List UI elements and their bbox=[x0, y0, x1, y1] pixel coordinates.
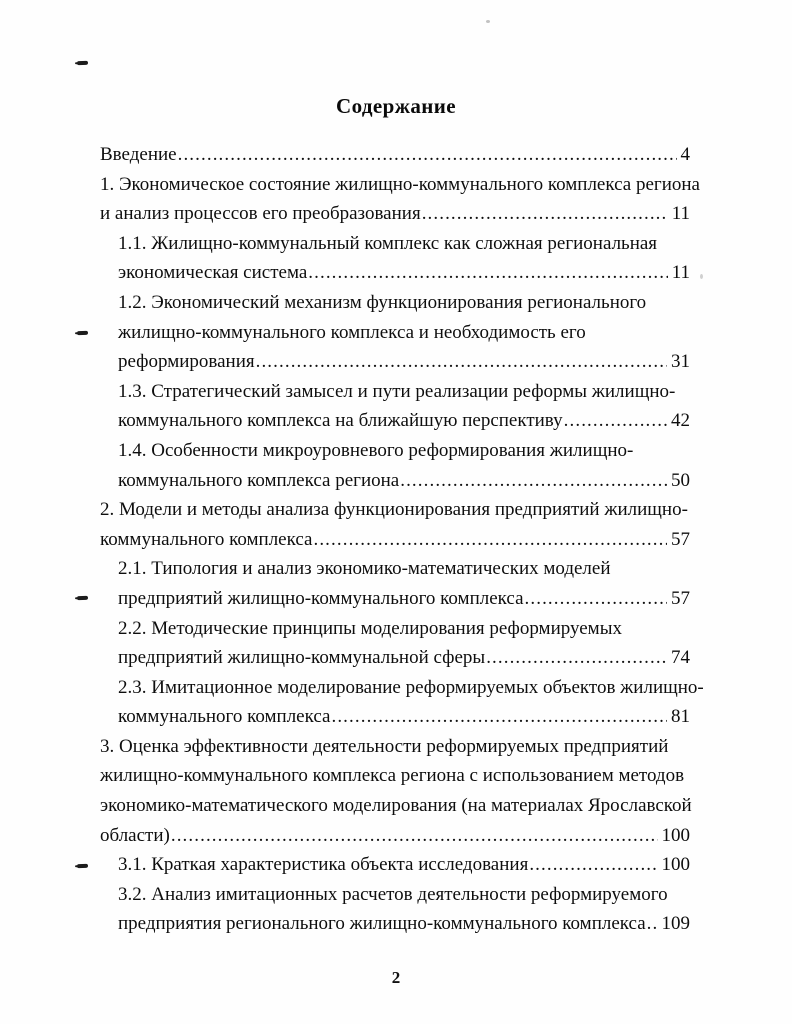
toc-page-number: 11 bbox=[671, 203, 690, 225]
margin-artifact bbox=[77, 61, 88, 65]
dot-leader bbox=[486, 643, 667, 673]
toc-line: 3. Оценка эффективности деятельности реформируемых предприятий bbox=[100, 735, 669, 757]
toc-entry bbox=[100, 436, 690, 495]
toc-entry bbox=[100, 288, 690, 377]
toc-page-number: 4 bbox=[680, 144, 690, 165]
toc-line: жилищно-коммунального комплекса и необходимость его bbox=[118, 321, 586, 343]
toc-line bbox=[118, 258, 690, 288]
toc-page-number: 74 bbox=[671, 647, 690, 669]
dot-leader bbox=[647, 909, 658, 939]
dot-leader bbox=[400, 466, 667, 496]
toc-entry-text: коммунального комплекса региона bbox=[118, 469, 400, 491]
toc-entry-text: предприятий жилищно-коммунального комплекса bbox=[118, 587, 524, 609]
toc-entry-text: коммунального комплекса bbox=[100, 528, 313, 550]
toc-entry bbox=[100, 140, 690, 170]
toc-page-number: 100 bbox=[661, 824, 690, 846]
toc-page-number: 109 bbox=[661, 913, 690, 935]
toc-line: 3.2. Анализ имитационных расчетов деятельности реформируемого bbox=[118, 883, 668, 905]
dot-leader bbox=[564, 406, 667, 436]
footer-page-number: 2 bbox=[391, 968, 401, 987]
toc-entry-text: области) bbox=[100, 824, 170, 846]
toc-entry-text: экономическая система bbox=[118, 262, 308, 284]
toc-entry bbox=[100, 732, 690, 850]
toc-page-number: 31 bbox=[671, 351, 690, 373]
dot-leader bbox=[313, 525, 667, 555]
toc-line: 1.2. Экономический механизм функционирования регионального bbox=[118, 291, 647, 313]
scan-speck bbox=[700, 274, 703, 279]
toc-line bbox=[118, 406, 690, 436]
toc-line bbox=[118, 466, 690, 496]
toc-page-number: 100 bbox=[661, 854, 690, 876]
toc-entry-text: предприятий жилищно-коммунальной сферы bbox=[118, 647, 486, 669]
dot-leader bbox=[525, 584, 667, 614]
toc-line bbox=[118, 909, 690, 939]
toc-line bbox=[100, 525, 690, 555]
toc-line: 2.2. Методические принципы моделирования реформируемых bbox=[118, 617, 622, 639]
toc-entry-text: и анализ процессов его преобразования bbox=[100, 203, 421, 225]
toc-entry-text: коммунального комплекса на ближайшую перспективу bbox=[118, 410, 563, 432]
dot-leader bbox=[422, 199, 668, 229]
toc-line: 1.4. Особенности микроуровневого реформирования жилищно- bbox=[118, 439, 634, 461]
toc-line: жилищно-коммунального комплекса региона с использованием методов bbox=[100, 765, 685, 787]
toc-line bbox=[100, 199, 690, 229]
toc-entry bbox=[100, 880, 690, 939]
toc-entry-text: предприятия регионального жилищно-коммунального комплекса bbox=[118, 913, 646, 935]
toc-page-number: 57 bbox=[671, 587, 690, 609]
dot-leader bbox=[331, 702, 667, 732]
toc-page-number: 57 bbox=[671, 528, 690, 550]
toc-entry bbox=[100, 170, 700, 229]
dot-leader bbox=[171, 821, 658, 851]
toc-line bbox=[118, 643, 690, 673]
toc-entry-text: коммунального комплекса bbox=[118, 706, 331, 728]
toc-line bbox=[118, 850, 690, 880]
toc-line: 2.1. Типология и анализ экономико-математических моделей bbox=[118, 558, 611, 580]
toc-entry bbox=[100, 554, 690, 613]
toc-entry bbox=[100, 229, 690, 288]
toc-line: экономико-математического моделирования (на материалах Ярославской bbox=[100, 795, 692, 817]
page-title: Содержание bbox=[336, 94, 456, 118]
toc-entry bbox=[100, 495, 690, 554]
toc-line bbox=[100, 821, 690, 851]
table-of-contents bbox=[100, 140, 704, 939]
toc-line: 1. Экономическое состояние жилищно-коммунального комплекса региона bbox=[100, 173, 700, 195]
toc-entry bbox=[100, 614, 690, 673]
toc-entry bbox=[100, 850, 690, 880]
margin-artifact bbox=[77, 864, 88, 868]
dot-leader bbox=[178, 140, 677, 170]
toc-entry-text: Введение bbox=[100, 144, 177, 165]
toc-line: 1.3. Стратегический замысел и пути реализации реформы жилищно- bbox=[118, 380, 676, 402]
toc-line bbox=[118, 347, 690, 377]
toc-entry bbox=[100, 377, 690, 436]
toc-line bbox=[118, 702, 690, 732]
toc-line bbox=[100, 140, 690, 170]
toc-line: 2. Модели и методы анализа функционирования предприятий жилищно- bbox=[100, 499, 688, 521]
toc-line: 2.3. Имитационное моделирование реформируемых объектов жилищно- bbox=[118, 676, 704, 698]
toc-page-number: 42 bbox=[671, 410, 690, 432]
dot-leader bbox=[308, 258, 667, 288]
toc-line: 1.1. Жилищно-коммунальный комплекс как сложная региональная bbox=[118, 232, 658, 254]
dot-leader bbox=[256, 347, 667, 377]
toc-page-number: 81 bbox=[671, 706, 690, 728]
margin-artifact bbox=[77, 331, 88, 335]
toc-page-number: 11 bbox=[671, 262, 690, 284]
scan-speck bbox=[486, 20, 490, 23]
toc-entry-text: 3.1. Краткая характеристика объекта исследования bbox=[118, 854, 529, 876]
dot-leader bbox=[529, 850, 657, 880]
toc-entry bbox=[100, 673, 704, 732]
toc-page-number: 50 bbox=[671, 469, 690, 491]
toc-line bbox=[118, 584, 690, 614]
toc-entry-text: реформирования bbox=[118, 351, 255, 373]
margin-artifact bbox=[77, 596, 88, 600]
